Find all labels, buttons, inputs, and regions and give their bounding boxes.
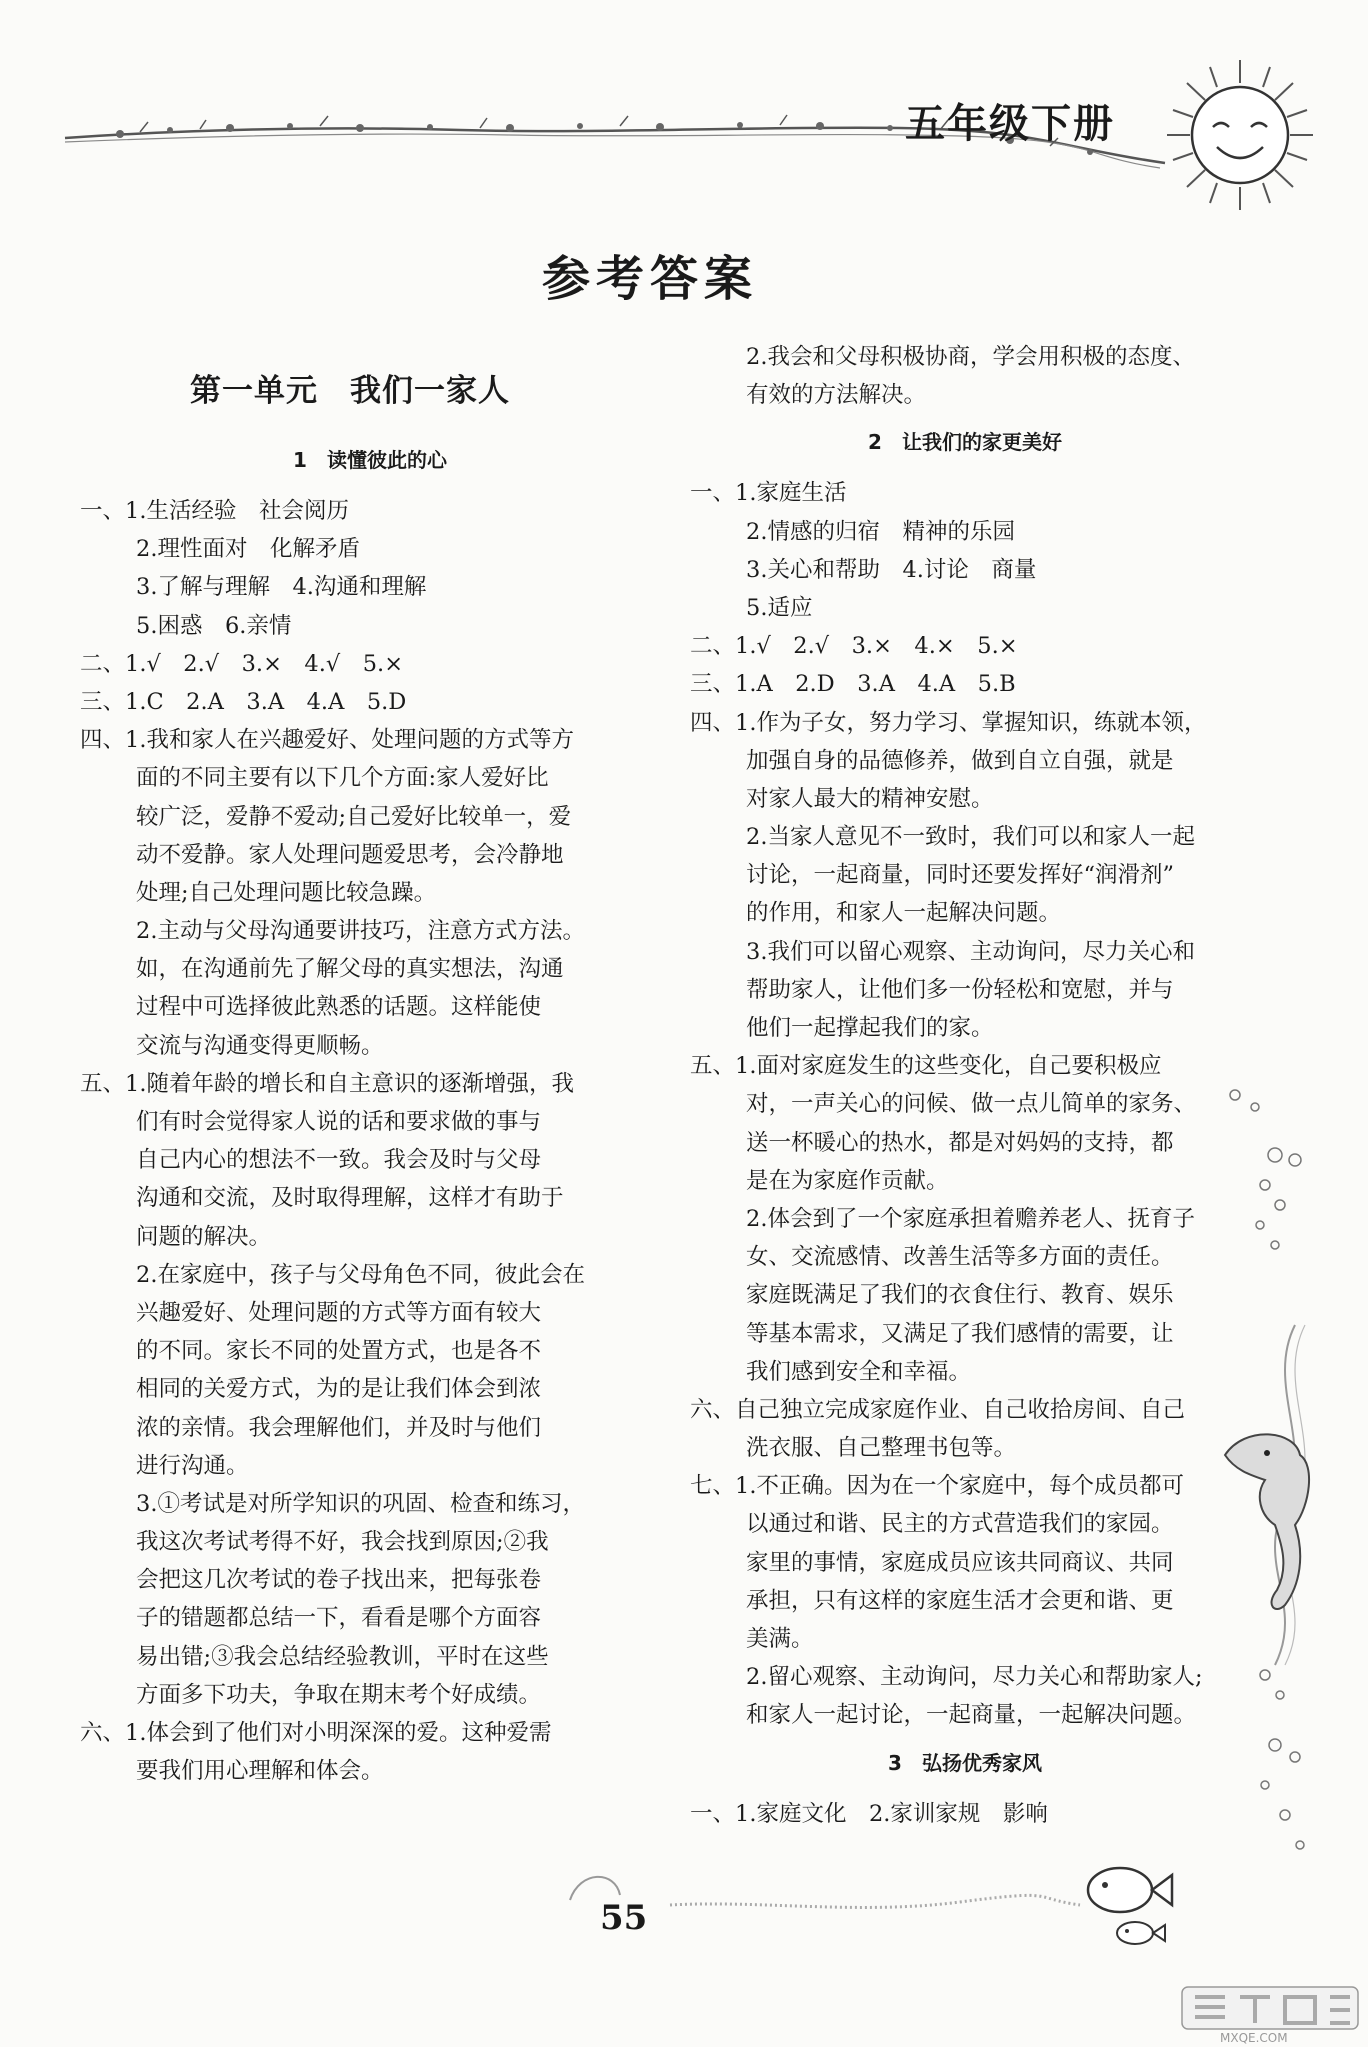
answer-line: 过程中可选择彼此熟悉的话题。这样能使 [136,994,542,1021]
answer-line: 对家人最大的精神安慰。 [746,785,994,812]
answer-line: 2.体会到了一个家庭承担着赡养老人、抚育子 [746,1205,1195,1232]
answer-line: 一、1.家庭文化 2.家训家规 影响 [690,1800,1048,1827]
answer-line: 交流与沟通变得更顺畅。 [136,1032,384,1059]
answer-line: 家里的事情，家庭成员应该共同商议、共同 [746,1549,1174,1576]
answer-line: 承担，只有这样的家庭生活才会更和谐、更 [746,1587,1174,1614]
unit-title: 第一单元 我们一家人 [190,373,510,409]
answer-line: 的作用，和家人一起解决问题。 [746,900,1062,927]
answer-line: 我这次考试考得不好，我会找到原因;②我 [136,1529,549,1556]
answer-line: 六、1.体会到了他们对小明深深的爱。这种爱需 [80,1720,552,1746]
answer-line: 三、1.A 2.D 3.A 4.A 5.B [690,671,1016,698]
answer-line: 们有时会觉得家人说的话和要求做的事与 [136,1109,542,1135]
answer-line: 较广泛，爱静不爱动;自己爱好比较单一，爱 [136,803,572,830]
lesson-title: 2 让我们的家更美好 [868,430,1062,455]
answer-line: 他们一起撑起我们的家。 [746,1015,994,1041]
answer-line: 浓的亲情。我会理解他们，并及时与他们 [136,1414,542,1441]
answer-line: 加强自身的品德修养，做到自立自强，就是 [746,747,1174,774]
answer-line: 七、1.不正确。因为在一个家庭中，每个成员都可 [690,1473,1184,1500]
answer-line: 问题的解决。 [136,1223,272,1250]
answer-line: 以通过和谐、民主的方式营造我们的家园。 [746,1511,1174,1538]
grade-label: 五年级下册 [905,101,1115,147]
answer-line: 五、1.随着年龄的增长和自主意识的逐渐增强，我 [80,1070,574,1097]
answer-line: 面的不同主要有以下几个方面:家人爱好比 [136,765,549,792]
answer-line: 5.适应 [746,594,813,621]
answer-line: 要我们用心理解和体会。 [136,1758,384,1785]
answer-line: 5.困惑 6.亲情 [136,612,292,639]
answer-line: 处理;自己处理问题比较急躁。 [136,879,437,906]
answer-line: 动不爱静。家人处理问题爱思考，会冷静地 [136,841,564,868]
lesson-title: 3 弘扬优秀家风 [888,1750,1042,1775]
fish-icon [1075,1855,1185,1955]
answer-line: 3.①考试是对所学知识的巩固、检查和练习， [136,1490,585,1517]
answer-line: 帮助家人，让他们多一份轻松和宽慰，并与 [746,976,1174,1003]
answer-line: 如，在沟通前先了解父母的真实想法，沟通 [136,956,564,983]
answer-line: 沟通和交流，及时取得理解，这样才有助于 [136,1185,564,1212]
answer-line: 洗衣服、自己整理书包等。 [746,1435,1017,1462]
answer-line: 六、自己独立完成家庭作业、自己收拾房间、自己 [690,1396,1186,1423]
left-column [80,360,660,1790]
answer-line: 有效的方法解决。 [746,382,927,409]
page-number: 55 [600,1898,648,1938]
answer-line: 一、1.家庭生活 [690,480,847,507]
answer-line: 兴趣爱好、处理问题的方式等方面有较大 [136,1299,542,1326]
sun-icon [1165,55,1315,215]
answer-line: 送一杯暖心的热水，都是对妈妈的支持，都 [746,1129,1174,1156]
answer-line: 是在为家庭作贡献。 [746,1167,949,1194]
answer-line: 自己内心的想法不一致。我会及时与父母 [136,1147,542,1174]
lesson3-answers [690,1795,1240,1833]
answer-line: 讨论，一起商量，同时还要发挥好“润滑剂” [746,862,1175,889]
right-column [690,338,1240,1833]
answer-line: 3.关心和帮助 4.讨论 商量 [746,556,1037,583]
svg-text:MXQE.COM: MXQE.COM [1220,2031,1288,2045]
answer-line: 四、1.我和家人在兴趣爱好、处理问题的方式等方 [80,727,574,754]
answer-line: 会把这几次考试的卷子找出来，把每张卷 [136,1567,542,1594]
seahorse-decoration [1205,1085,1365,1885]
watermark-logo [1180,1985,1360,2045]
answer-line: 美满。 [746,1626,814,1652]
answer-line: 我们感到安全和幸福。 [746,1358,972,1385]
answer-line: 等基本需求，又满足了我们感情的需要，让 [746,1320,1174,1347]
page-title: 参考答案 [541,251,758,307]
answer-line: 二、1.√ 2.√ 3.× 4.× 5.× [690,633,1018,660]
answer-line: 和家人一起讨论，一起商量，一起解决问题。 [746,1702,1197,1729]
lesson1-answers [80,492,660,1790]
answer-line: 家庭既满足了我们的衣食住行、教育、娱乐 [746,1282,1174,1309]
lesson1-answers-continued [690,338,1240,414]
answer-line: 3.我们可以留心观察、主动询问，尽力关心和 [746,938,1195,965]
answer-line: 2.我会和父母积极协商，学会用积极的态度、 [746,344,1195,370]
answer-line: 2.理性面对 化解矛盾 [136,536,360,563]
answer-line: 方面多下功夫，争取在期末考个好成绩。 [136,1681,542,1708]
answer-line: 2.主动与父母沟通要讲技巧，注意方式方法。 [136,918,585,945]
answer-line: 四、1.作为子女，努力学习、掌握知识，练就本领， [690,709,1207,736]
answer-line: 对，一声关心的问候、做一点儿简单的家务、 [746,1091,1197,1118]
answer-line: 进行沟通。 [136,1452,249,1479]
lesson-title: 1 读懂彼此的心 [293,448,447,472]
answer-line: 的不同。家长不同的处置方式，也是各不 [136,1338,542,1365]
answer-line: 三、1.C 2.A 3.A 4.A 5.D [80,688,407,715]
answer-line: 一、1.生活经验 社会阅历 [80,498,349,524]
answer-line: 二、1.√ 2.√ 3.× 4.√ 5.× [80,650,404,677]
answer-line: 2.情感的归宿 精神的乐园 [746,518,1015,545]
lesson2-answers [690,474,1240,1734]
answer-line: 相同的关爱方式，为的是让我们体会到浓 [136,1376,542,1403]
answer-line: 3.了解与理解 4.沟通和理解 [136,574,427,601]
answer-line: 2.在家庭中，孩子与父母角色不同，彼此会在 [136,1261,585,1288]
answer-line: 子的错题都总结一下，看看是哪个方面容 [136,1605,542,1632]
answer-line: 易出错;③我会总结经验教训，平时在这些 [136,1643,549,1670]
answer-line: 2.留心观察、主动询问，尽力关心和帮助家人; [746,1664,1203,1691]
answer-line: 2.当家人意见不一致时，我们可以和家人一起 [746,824,1195,851]
answer-line: 女、交流感情、改善生活等多方面的责任。 [746,1244,1174,1271]
answer-line: 五、1.面对家庭发生的这些变化，自己要积极应 [690,1053,1162,1080]
